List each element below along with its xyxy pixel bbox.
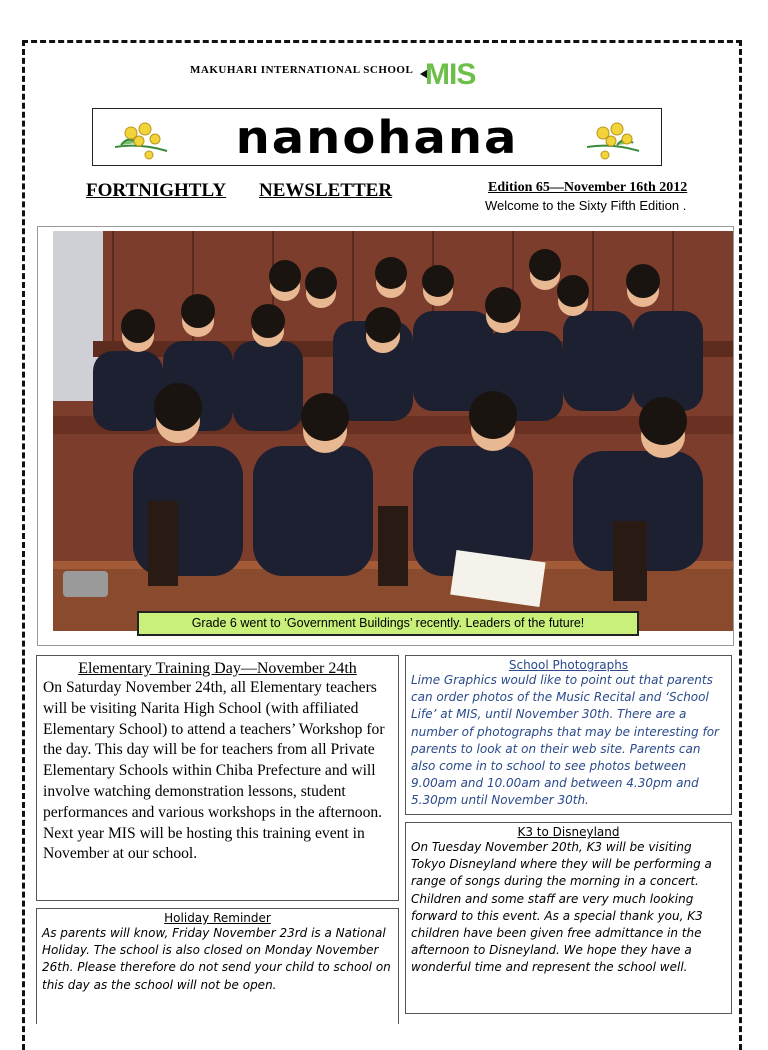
- article-title: K3 to Disneyland: [517, 825, 620, 839]
- flower-icon: [583, 117, 643, 161]
- article-body: On Tuesday November 20th, K3 will be visiting Tokyo Disneyland where they will be performing a range of songs during the morning in a concert. Children and some staff are very much looking forward to this event. As a special thank you, K3 children have been given free admittance in the afternoon to Disneyland. We hope they have a wonderful time and represent the school well.: [411, 840, 712, 975]
- school-name: MAKUHARI INTERNATIONAL SCHOOL: [190, 64, 414, 76]
- article-body: On Saturday November 24th, all Elementary teachers will be visiting Narita High School (with affiliated Elementary School) to attend a teachers’ Workshop for the day. This day will be for teachers from all Private Elementary Schools within Chiba Prefecture and will involve watching demonstration lessons, student performances and various workshops in the afternoon. Next year MIS will be hosting this training event in November at our school.: [43, 679, 385, 863]
- masthead: [92, 108, 662, 166]
- welcome-line: Welcome to the Sixty Fifth Edition .: [485, 198, 687, 213]
- article-training-day: [36, 655, 399, 901]
- newsletter-title: nanohana: [235, 111, 519, 165]
- article-holiday-reminder: [36, 908, 399, 1024]
- newsletter-label: NEWSLETTER: [259, 180, 393, 201]
- mis-logo: MIS: [425, 58, 476, 91]
- photo-caption: Grade 6 went to ‘Government Buildings’ recently. Leaders of the future!: [137, 611, 639, 636]
- fortnightly-label: FORTNIGHTLY: [86, 180, 227, 201]
- class-photo: [53, 231, 733, 631]
- edition-line: Edition 65—November 16th 2012: [488, 180, 688, 195]
- photo-illustration: [53, 231, 733, 631]
- article-k3-disneyland: [405, 822, 732, 1014]
- article-title: Elementary Training Day—November 24th: [78, 660, 357, 677]
- article-school-photographs: [405, 655, 732, 815]
- article-body: As parents will know, Friday November 23rd is a National Holiday. The school is also closed on Monday November 26th. Please therefore do not send your child to school on this day as the school will not be open.: [42, 926, 391, 992]
- article-title: Holiday Reminder: [164, 911, 271, 925]
- article-body: Lime Graphics would like to point out that parents can order photos of the Music Recital and ‘School Life’ at MIS, until November 30th. There are a number of photographs that may be interesting for parents to look at on their web site. Parents can also come in to school to see photos between 9.00am and 10.00am and between 4.30pm and 5.30pm until November 30th.: [411, 673, 719, 808]
- article-title: School Photographs: [508, 658, 629, 672]
